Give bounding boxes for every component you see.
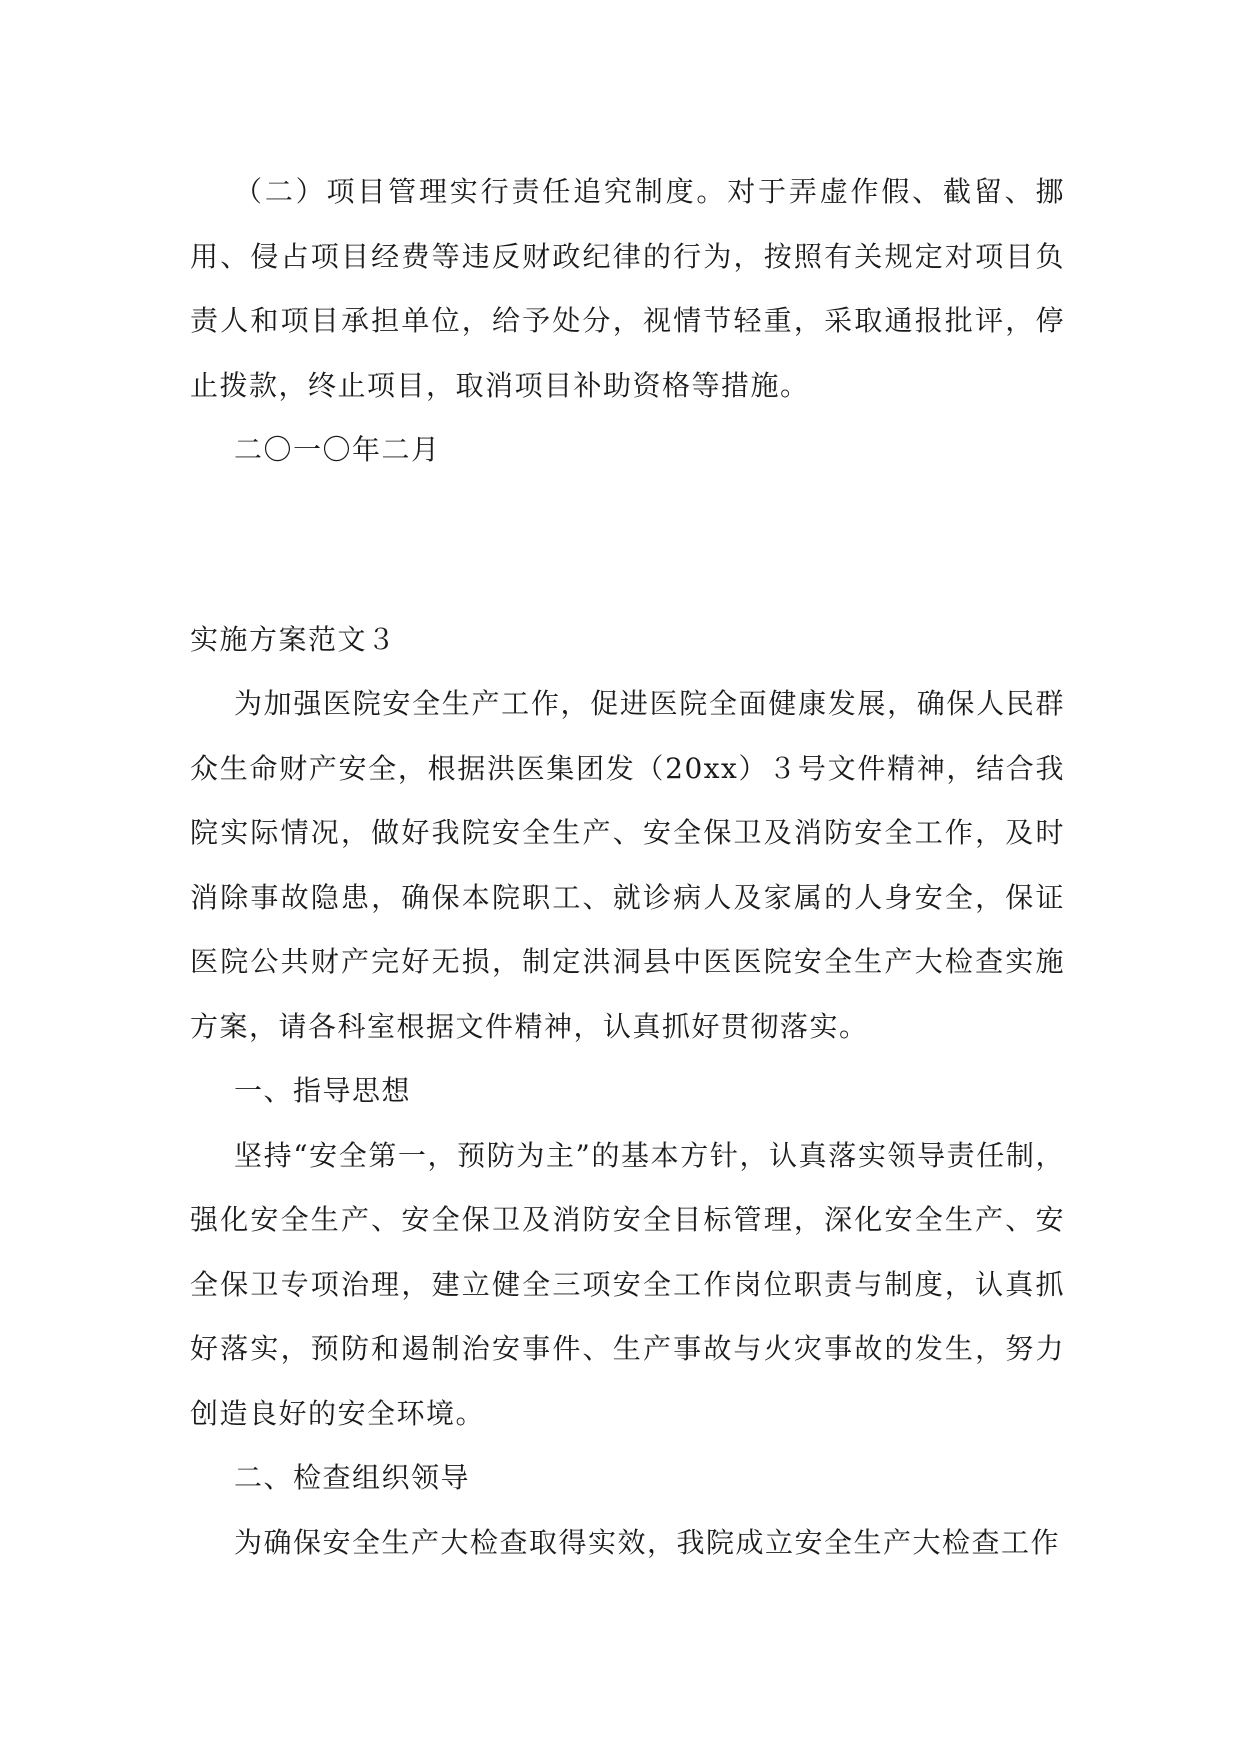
paragraph-intro: 为加强医院安全生产工作，促进医院全面健康发展，确保人民群众生命财产安全，根据洪医集团发（20xx）３号文件精神，结合我院实际情况，做好我院安全生产、安全保卫及消防安全工作，及时消除事故隐患，确保本院职工、就诊病人及家属的人身安全，保证医院公共财产完好无损，制定洪洞县中医医院安全生产大检查实施方案，请各科室根据文件精神，认真抓好贯彻落实。 xyxy=(190,687,1065,1043)
document-body xyxy=(190,160,1065,1575)
section-title: 实施方案范文３ xyxy=(190,622,397,656)
heading-guiding-ideology: 一、指导思想 xyxy=(234,1074,412,1107)
paragraph-responsibility: （二）项目管理实行责任追究制度。对于弄虚作假、截留、挪用、侵占项目经费等违反财政纪律的行为，按照有关规定对项目负责人和项目承担单位，给予处分，视情节轻重，采取通报批评，停止拨款，终止项目，取消项目补助资格等措施。 xyxy=(190,175,1065,402)
paragraph-guiding-ideology: 坚持“安全第一，预防为主”的基本方针，认真落实领导责任制，强化安全生产、安全保卫及消防安全目标管理，深化安全生产、安全保卫专项治理，建立健全三项安全工作岗位职责与制度，认真抓好落实，预防和遏制治安事件、生产事故与火灾事故的发生，努力创造良好的安全环境。 xyxy=(190,1138,1065,1430)
paragraph-inspection-leadership: 为确保安全生产大检查取得实效，我院成立安全生产大检查工作 xyxy=(234,1525,1061,1559)
section-spacer xyxy=(190,483,1065,608)
heading-inspection-leadership: 二、检查组织领导 xyxy=(234,1461,471,1494)
document-date: 二〇一〇年二月 xyxy=(234,433,441,466)
